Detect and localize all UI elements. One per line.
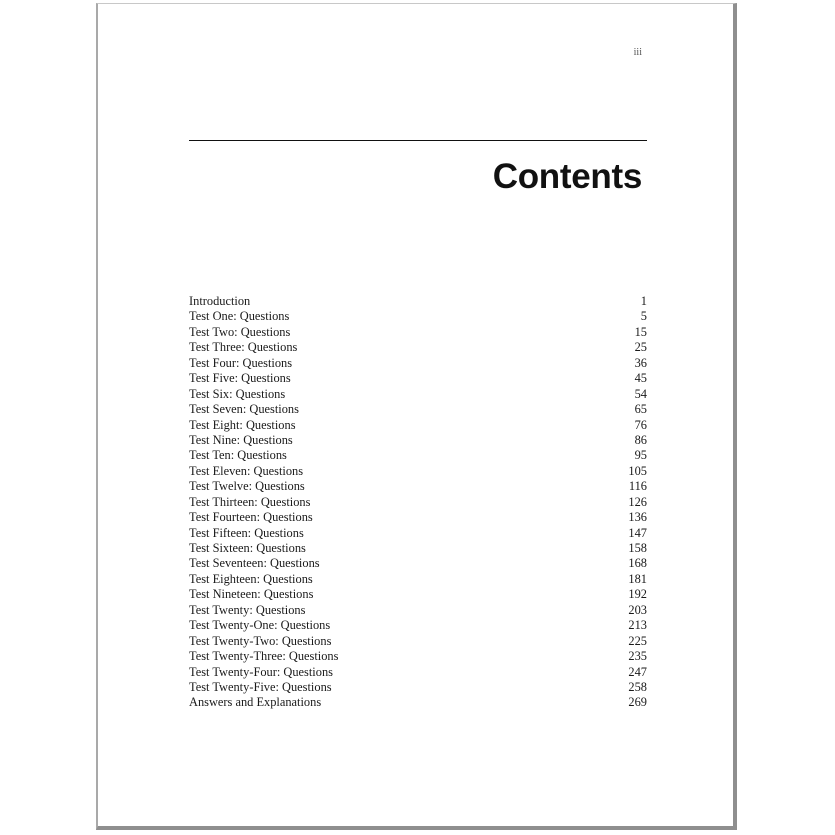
toc-entry[interactable]: [189, 371, 647, 386]
page-number: iii: [633, 47, 642, 58]
toc-entry-label: Test Fourteen: Questions: [189, 510, 313, 525]
toc-entry-page: 76: [634, 417, 647, 432]
toc-entry-label: Answers and Explanations: [189, 695, 322, 710]
toc-entry-page: 247: [628, 664, 647, 679]
toc-entry[interactable]: [189, 603, 647, 618]
toc-entry-page: 168: [628, 556, 647, 571]
toc-entry-label: Test Six: Questions: [189, 386, 286, 401]
toc-entry-page: 147: [628, 525, 647, 540]
toc-entry-page: 105: [628, 463, 647, 478]
toc-entry-page: 269: [628, 695, 647, 710]
toc-entry[interactable]: [189, 495, 647, 510]
toc-entry-label: Test Twenty-Four: Questions: [189, 664, 333, 679]
toc-entry[interactable]: [189, 433, 647, 448]
toc-entry[interactable]: [189, 325, 647, 340]
toc-entry[interactable]: [189, 464, 647, 479]
toc-entry[interactable]: [189, 695, 647, 710]
toc-entry-label: Test Twenty: Questions: [189, 602, 306, 617]
toc-entry-label: Test Twenty-Three: Questions: [189, 649, 339, 664]
toc-entry-label: Test Thirteen: Questions: [189, 494, 311, 509]
toc-entry-page: 235: [628, 649, 647, 664]
toc-entry[interactable]: [189, 649, 647, 664]
toc-entry-label: Test Five: Questions: [189, 371, 291, 386]
toc-entry[interactable]: [189, 541, 647, 556]
toc-entry-page: 116: [628, 479, 647, 494]
toc-entry-page: 158: [628, 541, 647, 555]
toc-entry[interactable]: [189, 387, 647, 402]
toc-entry-label: Test Ten: Questions: [189, 448, 287, 463]
toc-entry-label: Test Sixteen: Questions: [189, 541, 306, 555]
toc-entry-label: Test Eighteen: Questions: [189, 571, 313, 586]
toc-entry[interactable]: [189, 340, 647, 355]
table-of-contents: [189, 294, 647, 711]
toc-entry-label: Test Twenty-Five: Questions: [189, 679, 332, 694]
toc-entry-label: Test Nine: Questions: [189, 432, 293, 447]
toc-entry[interactable]: [189, 448, 647, 463]
toc-entry[interactable]: [189, 510, 647, 525]
toc-entry-page: 95: [634, 448, 647, 463]
toc-entry-label: Test Seventeen: Questions: [189, 556, 320, 571]
toc-entry-page: 25: [634, 340, 647, 355]
toc-entry[interactable]: [189, 680, 647, 695]
toc-entry-label: Test One: Questions: [189, 309, 290, 324]
toc-entry[interactable]: [189, 294, 647, 309]
toc-entry[interactable]: [189, 665, 647, 680]
toc-entry-label: Test Three: Questions: [189, 340, 298, 355]
toc-entry-label: Test Fifteen: Questions: [189, 525, 304, 540]
toc-entry-label: Test Eight: Questions: [189, 417, 296, 432]
toc-entry-label: Test Two: Questions: [189, 324, 291, 339]
toc-entry-label: Test Twenty-One: Questions: [189, 618, 331, 633]
toc-entry-page: 45: [634, 371, 647, 386]
toc-entry[interactable]: [189, 418, 647, 433]
toc-entry-label: Test Eleven: Questions: [189, 463, 304, 478]
toc-entry-label: Introduction: [189, 294, 251, 308]
toc-entry[interactable]: [189, 526, 647, 541]
toc-entry-page: 258: [628, 679, 647, 694]
toc-entry-page: 86: [634, 432, 647, 447]
toc-entry-page: 1: [640, 294, 647, 308]
toc-entry-label: Test Nineteen: Questions: [189, 587, 314, 602]
toc-entry[interactable]: [189, 356, 647, 371]
toc-entry-page: 192: [628, 587, 647, 602]
toc-entry-label: Test Four: Questions: [189, 355, 293, 370]
toc-entry[interactable]: [189, 309, 647, 324]
page-title: Contents: [492, 157, 642, 196]
toc-entry-page: 213: [628, 618, 647, 633]
toc-entry-page: 225: [628, 633, 647, 648]
toc-entry-page: 54: [634, 386, 647, 401]
toc-entry-page: 65: [634, 402, 647, 417]
toc-entry-page: 36: [634, 355, 647, 370]
toc-entry-page: 136: [628, 510, 647, 525]
toc-entry-page: 181: [628, 571, 647, 586]
toc-entry-page: 126: [628, 494, 647, 509]
title-rule: [189, 140, 647, 141]
toc-entry[interactable]: [189, 618, 647, 633]
document-page: [96, 3, 737, 830]
toc-entry-label: Test Seven: Questions: [189, 402, 299, 417]
toc-entry[interactable]: [189, 634, 647, 649]
toc-entry-label: Test Twelve: Questions: [189, 479, 305, 494]
toc-entry[interactable]: [189, 587, 647, 602]
toc-entry-label: Test Twenty-Two: Questions: [189, 633, 332, 648]
toc-entry[interactable]: [189, 402, 647, 417]
toc-entry[interactable]: [189, 556, 647, 571]
toc-entry-page: 5: [640, 309, 647, 324]
toc-entry[interactable]: [189, 572, 647, 587]
toc-entry[interactable]: [189, 479, 647, 494]
toc-entry-page: 15: [634, 324, 647, 339]
toc-entry-page: 203: [628, 602, 647, 617]
